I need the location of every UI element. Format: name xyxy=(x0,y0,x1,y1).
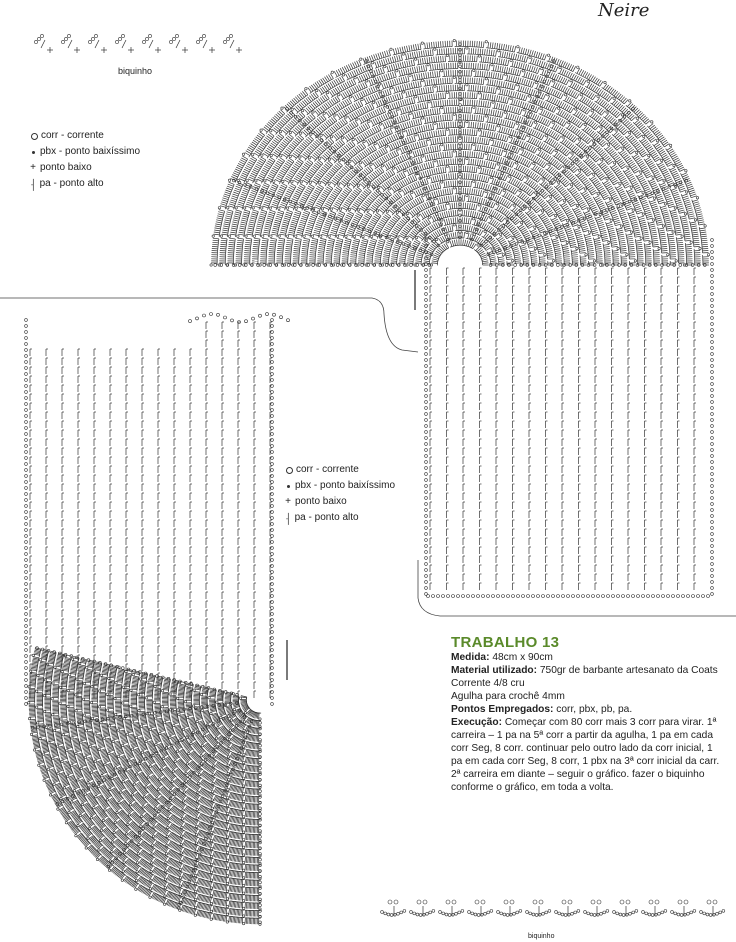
legend-top xyxy=(29,128,140,192)
chain-circle-icon xyxy=(31,133,38,140)
top-edging-caption: biquinho xyxy=(118,66,152,76)
legend-item: + ponto baixo xyxy=(284,494,395,510)
chain-circle-icon xyxy=(286,467,293,474)
legend-item: pbx - ponto baixíssimo xyxy=(29,144,140,160)
legend-item: ⸡ pa - ponto alto xyxy=(284,510,395,526)
legend-item: corr - corrente xyxy=(29,128,140,144)
stitches-line: Pontos Empregados: corr, pbx, pb, pa. xyxy=(451,703,721,716)
tall-stitch-icon: ⸡ xyxy=(284,510,291,526)
plus-icon: + xyxy=(29,160,37,176)
plus-icon: + xyxy=(284,494,292,510)
execution-line: Execução: Começar com 80 corr mais 3 corr para virar. 1ª carreira – 1 pa na 5ª corr a partir da agulha, 1 pa em cada corr Seg, 8 corr. continuar pelo outro lado da corr inicial, 1 pa em cada corr Seg, 8 corr, 1 pbx na 3ª corr inicial da carr. 2ª carreira em diante – seguir o gráfico. fazer o biquinho conforme o gráfico, em toda a volta. xyxy=(451,716,721,794)
legend-item: + ponto baixo xyxy=(29,160,140,176)
bottom-edging-pattern xyxy=(381,900,725,916)
material-line: Material utilizado: 750gr de barbante artesanato da Coats Corrente 4/8 cru xyxy=(451,664,721,690)
work-title: TRABALHO 13 xyxy=(451,636,721,649)
tall-stitch-icon: ⸡ xyxy=(29,176,36,192)
slip-dot-icon xyxy=(287,485,290,488)
needle-line: Agulha para crochê 4mm xyxy=(451,690,721,703)
slip-dot-icon xyxy=(32,151,35,154)
top-edging-pattern xyxy=(34,34,242,53)
instructions-panel xyxy=(451,636,721,794)
legend-item: pbx - ponto baixíssimo xyxy=(284,478,395,494)
legend-bottom xyxy=(284,462,395,526)
bottom-half-chart xyxy=(25,313,290,926)
legend-item: ⸡ pa - ponto alto xyxy=(29,176,140,192)
bottom-edging-caption: biquinho xyxy=(528,933,554,940)
designer-signature: Neire xyxy=(598,0,649,21)
size-line: Medida: 48cm x 90cm xyxy=(451,651,721,664)
legend-item: corr - corrente xyxy=(284,462,395,478)
